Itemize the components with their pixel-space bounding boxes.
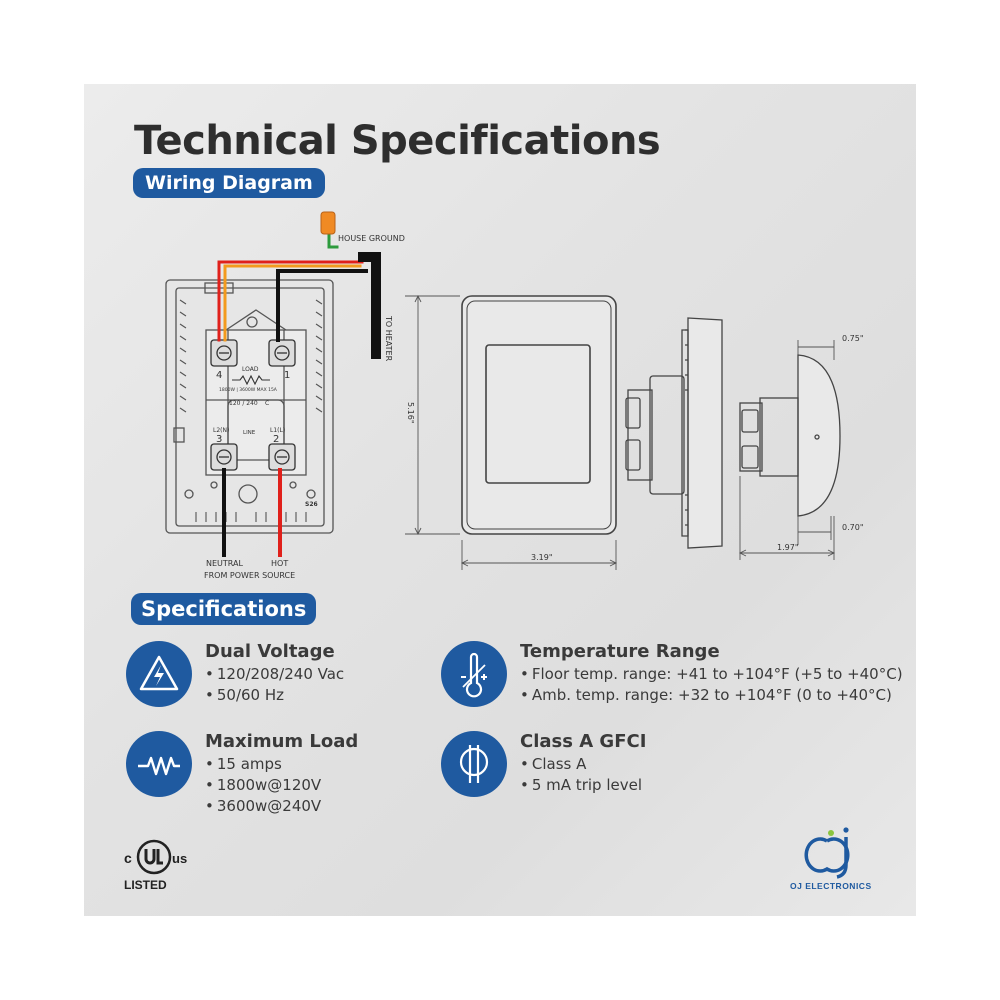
maximum-load-list xyxy=(205,754,321,817)
list-item: • 120/208/240 Vac xyxy=(205,664,344,685)
house-ground-wire xyxy=(329,233,337,247)
hot-label: HOT xyxy=(271,559,289,568)
list-item: • Amb. temp. range: +32 to +104°F (0 to +40°C) xyxy=(520,685,903,706)
thermostat-side-view xyxy=(626,318,722,548)
gfci-icon xyxy=(441,731,507,797)
code-label: S26 xyxy=(305,501,318,508)
class-a-gfci-heading: Class A GFCI xyxy=(520,731,647,752)
depth-dimension-label: 1.97" xyxy=(777,543,799,552)
specifications-badge: Specifications xyxy=(131,593,316,625)
ul-listed-label: LISTED xyxy=(124,878,167,892)
neutral-label: NEUTRAL xyxy=(206,559,243,568)
dual-voltage-list xyxy=(205,664,344,706)
thermostat-side-view-detail xyxy=(740,355,840,516)
temperature-range-heading: Temperature Range xyxy=(520,641,720,662)
terminal-4-label: 4 xyxy=(216,370,223,381)
voltage-marking-label: 120 / 240 xyxy=(229,400,258,407)
list-item: • 3600w@240V xyxy=(205,796,321,817)
ul-c-label: c xyxy=(124,850,132,866)
thermostat-front-view xyxy=(462,296,616,534)
temperature-range-list xyxy=(520,664,903,706)
terminal-3-label: 3 xyxy=(216,434,223,445)
bottom-dimension-label: 0.70" xyxy=(842,523,864,532)
wire-nut xyxy=(321,212,335,234)
high-voltage-icon xyxy=(126,641,192,707)
brand-name-label: OJ ELECTRONICS xyxy=(790,881,872,891)
list-item: • 50/60 Hz xyxy=(205,685,344,706)
top-dimension-label: 0.75" xyxy=(842,334,864,343)
ul-listed-logo xyxy=(115,835,193,895)
list-item: • Floor temp. range: +41 to +104°F (+5 to +40°C) xyxy=(520,664,903,685)
dual-voltage-heading: Dual Voltage xyxy=(205,641,335,662)
list-item: • 15 amps xyxy=(205,754,321,775)
wiring-diagram-badge: Wiring Diagram xyxy=(133,168,325,198)
list-item: • Class A xyxy=(520,754,642,775)
line-label: LINE xyxy=(243,430,256,436)
load-rating-label: 1800W | 3600W MAX 15A xyxy=(219,388,277,393)
c-marking-label: C xyxy=(265,400,270,407)
terminal-1-label: 1 xyxy=(284,370,291,381)
from-power-source-label: FROM POWER SOURCE xyxy=(204,571,296,580)
oj-electronics-logo xyxy=(780,825,900,895)
l1-label: L1(L) xyxy=(270,427,286,434)
thermometer-icon xyxy=(441,641,507,707)
ul-us-label: us xyxy=(172,851,188,866)
height-dimension-label: 5.16" xyxy=(406,402,415,424)
to-heater-label: TO HEATER xyxy=(384,316,393,362)
page-title: Technical Specifications xyxy=(134,118,661,164)
resistor-icon xyxy=(126,731,192,797)
l2-label: L2(N) xyxy=(213,427,230,434)
maximum-load-heading: Maximum Load xyxy=(205,731,359,752)
list-item: • 5 mA trip level xyxy=(520,775,642,796)
list-item: • 1800w@120V xyxy=(205,775,321,796)
load-label: LOAD xyxy=(242,366,259,373)
house-ground-label: HOUSE GROUND xyxy=(338,234,405,243)
width-dimension-label: 3.19" xyxy=(531,553,553,562)
class-a-gfci-list xyxy=(520,754,642,796)
terminal-2-label: 2 xyxy=(273,434,280,445)
